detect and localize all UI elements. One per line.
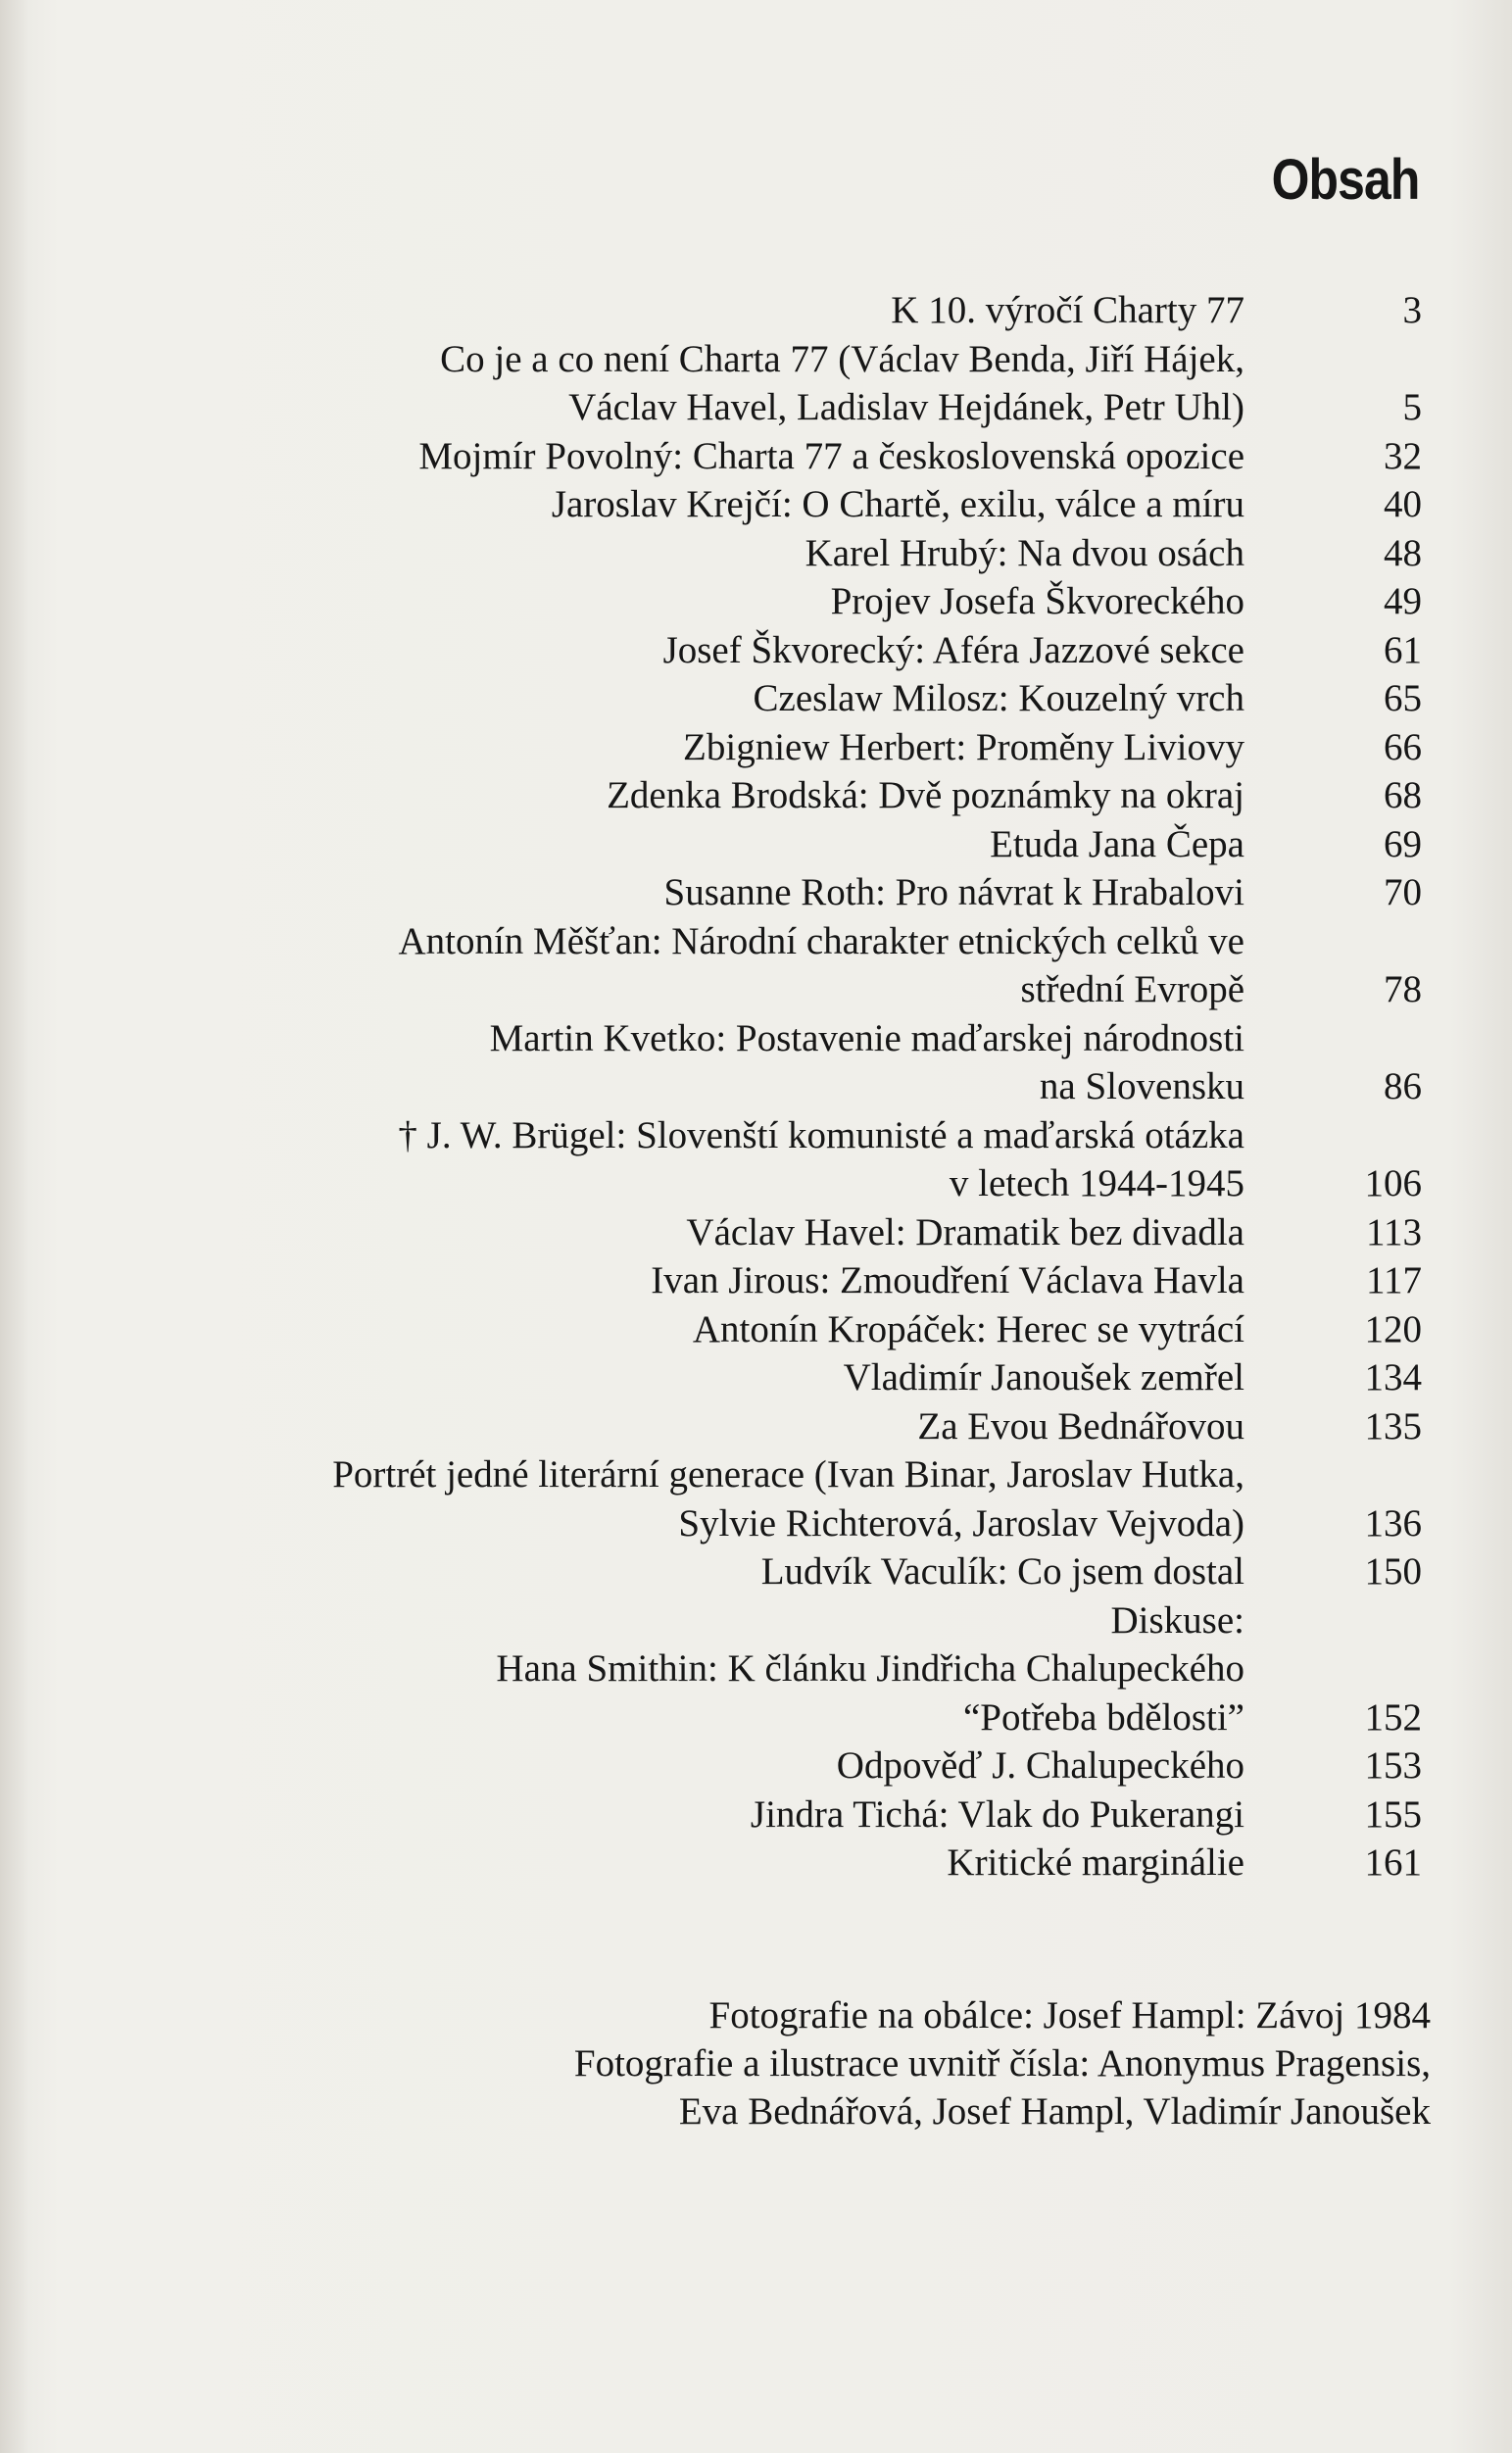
page-title: Obsah [1271, 148, 1419, 212]
toc-page-number: 155 [1364, 1792, 1422, 1836]
toc-entry [0, 1305, 1512, 1354]
toc-entry-title: Karel Hrubý: Na dvou osách [805, 531, 1244, 574]
toc-entry-continuation [0, 1159, 1512, 1208]
toc-page-number: 48 [1384, 531, 1422, 574]
toc-entry-title: Hana Smithin: K článku Jindřicha Chalupeckého [496, 1647, 1244, 1690]
toc-entry-title: Kritické marginálie [947, 1841, 1244, 1884]
toc-page-number: 135 [1364, 1404, 1422, 1447]
toc-entry [0, 1450, 1512, 1499]
toc-entry [0, 917, 1512, 966]
toc-entry-title: Zdenka Brodská: Dvě poznámky na okraj [607, 774, 1244, 816]
toc-entry [0, 1111, 1512, 1160]
toc-entry-title: Odpověď J. Chalupeckého [836, 1744, 1244, 1787]
toc-entry-title: Jindra Tichá: Vlak do Pukerangi [750, 1792, 1244, 1836]
toc-entry-title: Josef Škvorecký: Aféra Jazzové sekce [662, 628, 1244, 671]
toc-page-number: 65 [1384, 677, 1422, 719]
toc-entry [0, 432, 1512, 481]
credit-line [0, 2087, 1512, 2135]
toc-page-number: 150 [1364, 1550, 1422, 1593]
toc-entry [0, 1839, 1512, 1888]
toc-page-number: 3 [1402, 289, 1422, 331]
toc-entry [0, 335, 1512, 384]
toc-page-number: 69 [1384, 822, 1422, 865]
toc-entry [0, 480, 1512, 529]
toc-entry-title: K 10. výročí Charty 77 [891, 289, 1244, 331]
toc-page-number: 134 [1364, 1356, 1422, 1398]
toc-page-number: 152 [1364, 1695, 1422, 1739]
toc-entry-title: Jaroslav Krejčí: O Chartě, exilu, válce a míru [551, 483, 1244, 525]
toc-page-number: 117 [1365, 1259, 1422, 1301]
toc-page-number: 86 [1384, 1065, 1422, 1107]
toc-entry-title: Mojmír Povolný: Charta 77 a československá opozice [418, 434, 1244, 477]
toc-entry-title: Václav Havel, Ladislav Hejdánek, Petr Uhl) [568, 386, 1244, 428]
toc-page-number: 68 [1384, 774, 1422, 816]
toc-entry [0, 1791, 1512, 1840]
toc-page-number: 120 [1364, 1307, 1422, 1350]
toc-entry-title: Projev Josefa Škvoreckého [830, 580, 1244, 622]
toc-page-number: 106 [1364, 1162, 1422, 1204]
toc-entry [0, 1644, 1512, 1693]
toc-entry-title: Zbigniew Herbert: Proměny Liviovy [683, 725, 1244, 768]
photo-credits [0, 1991, 1512, 2135]
toc-page-number: 161 [1364, 1841, 1422, 1884]
toc-entry [0, 577, 1512, 626]
toc-entry-title: Etuda Jana Čepa [990, 822, 1244, 865]
toc-page-number: 78 [1384, 968, 1422, 1010]
credit-text: Fotografie na obálce: Josef Hampl: Závoj 1984 [708, 1994, 1431, 2036]
toc-entry [0, 529, 1512, 578]
toc-entry-title: Antonín Měšťan: Národní charakter etnických celků ve [398, 919, 1244, 962]
toc-page-number: 32 [1384, 434, 1422, 477]
toc-entry-title: “Potřeba bdělosti” [963, 1695, 1244, 1739]
toc-entry-title: Vladimír Janoušek zemřel [843, 1356, 1244, 1398]
toc-entry-continuation [0, 383, 1512, 432]
toc-entry-title: Ivan Jirous: Zmoudření Václava Havla [651, 1259, 1244, 1301]
toc-entry-title: Za Evou Bednářovou [917, 1404, 1244, 1447]
toc-entry [0, 1353, 1512, 1402]
toc-entry-title: Václav Havel: Dramatik bez divadla [686, 1210, 1244, 1253]
toc-page-number: 40 [1384, 483, 1422, 525]
toc-entry [0, 723, 1512, 772]
toc-page-number: 70 [1384, 871, 1422, 913]
toc-entry-title: v letech 1944-1945 [949, 1162, 1244, 1204]
toc-entry-title: Sylvie Richterová, Jaroslav Vejvoda) [678, 1501, 1244, 1545]
toc-entry-continuation [0, 965, 1512, 1014]
toc-page-number: 113 [1365, 1210, 1422, 1253]
toc-page-number: 136 [1364, 1501, 1422, 1545]
toc-entry-title: Czeslaw Milosz: Kouzelný vrch [753, 677, 1244, 719]
toc-entry [0, 868, 1512, 917]
toc-entry-title: Martin Kvetko: Postavenie maďarskej národnosti [489, 1016, 1244, 1059]
table-of-contents [0, 286, 1512, 1888]
toc-entry-continuation [0, 1499, 1512, 1548]
credit-text: Eva Bednářová, Josef Hampl, Vladimír Janoušek [678, 2090, 1431, 2133]
toc-entry-title: Antonín Kropáček: Herec se vytrácí [692, 1307, 1244, 1350]
credit-line [0, 1991, 1512, 2039]
toc-page-number: 61 [1384, 628, 1422, 671]
toc-entry [0, 674, 1512, 723]
toc-entry [0, 286, 1512, 335]
toc-page-number: 5 [1402, 386, 1422, 428]
toc-entry-title: Diskuse: [1110, 1598, 1244, 1642]
toc-entry-continuation [0, 1062, 1512, 1111]
toc-entry-title: Ludvík Vaculík: Co jsem dostal [760, 1550, 1244, 1593]
toc-entry-title: na Slovensku [1039, 1065, 1244, 1107]
toc-entry [0, 1596, 1512, 1645]
toc-entry [0, 820, 1512, 869]
toc-entry-title: Susanne Roth: Pro návrat k Hrabalovi [663, 871, 1244, 913]
toc-entry-continuation [0, 1693, 1512, 1742]
toc-entry [0, 1742, 1512, 1791]
toc-page-number: 66 [1384, 725, 1422, 768]
toc-entry-title: Portrét jedné literární generace (Ivan Binar, Jaroslav Hutka, [332, 1453, 1244, 1496]
toc-entry [0, 1208, 1512, 1257]
toc-entry [0, 1402, 1512, 1451]
toc-entry [0, 771, 1512, 820]
toc-entry [0, 1547, 1512, 1596]
toc-entry-title: střední Evropě [1020, 968, 1244, 1010]
toc-page-number: 153 [1364, 1744, 1422, 1787]
toc-entry [0, 626, 1512, 675]
credit-line [0, 2039, 1512, 2087]
credit-text: Fotografie a ilustrace uvnitř čísla: Anonymus Pragensis, [573, 2042, 1431, 2085]
toc-entry [0, 1014, 1512, 1063]
toc-entry [0, 1256, 1512, 1305]
toc-entry-title: † J. W. Brügel: Slovenští komunisté a maďarská otázka [398, 1113, 1244, 1156]
toc-entry-title: Co je a co není Charta 77 (Václav Benda, Jiří Hájek, [440, 337, 1244, 380]
toc-page-number: 49 [1384, 580, 1422, 622]
